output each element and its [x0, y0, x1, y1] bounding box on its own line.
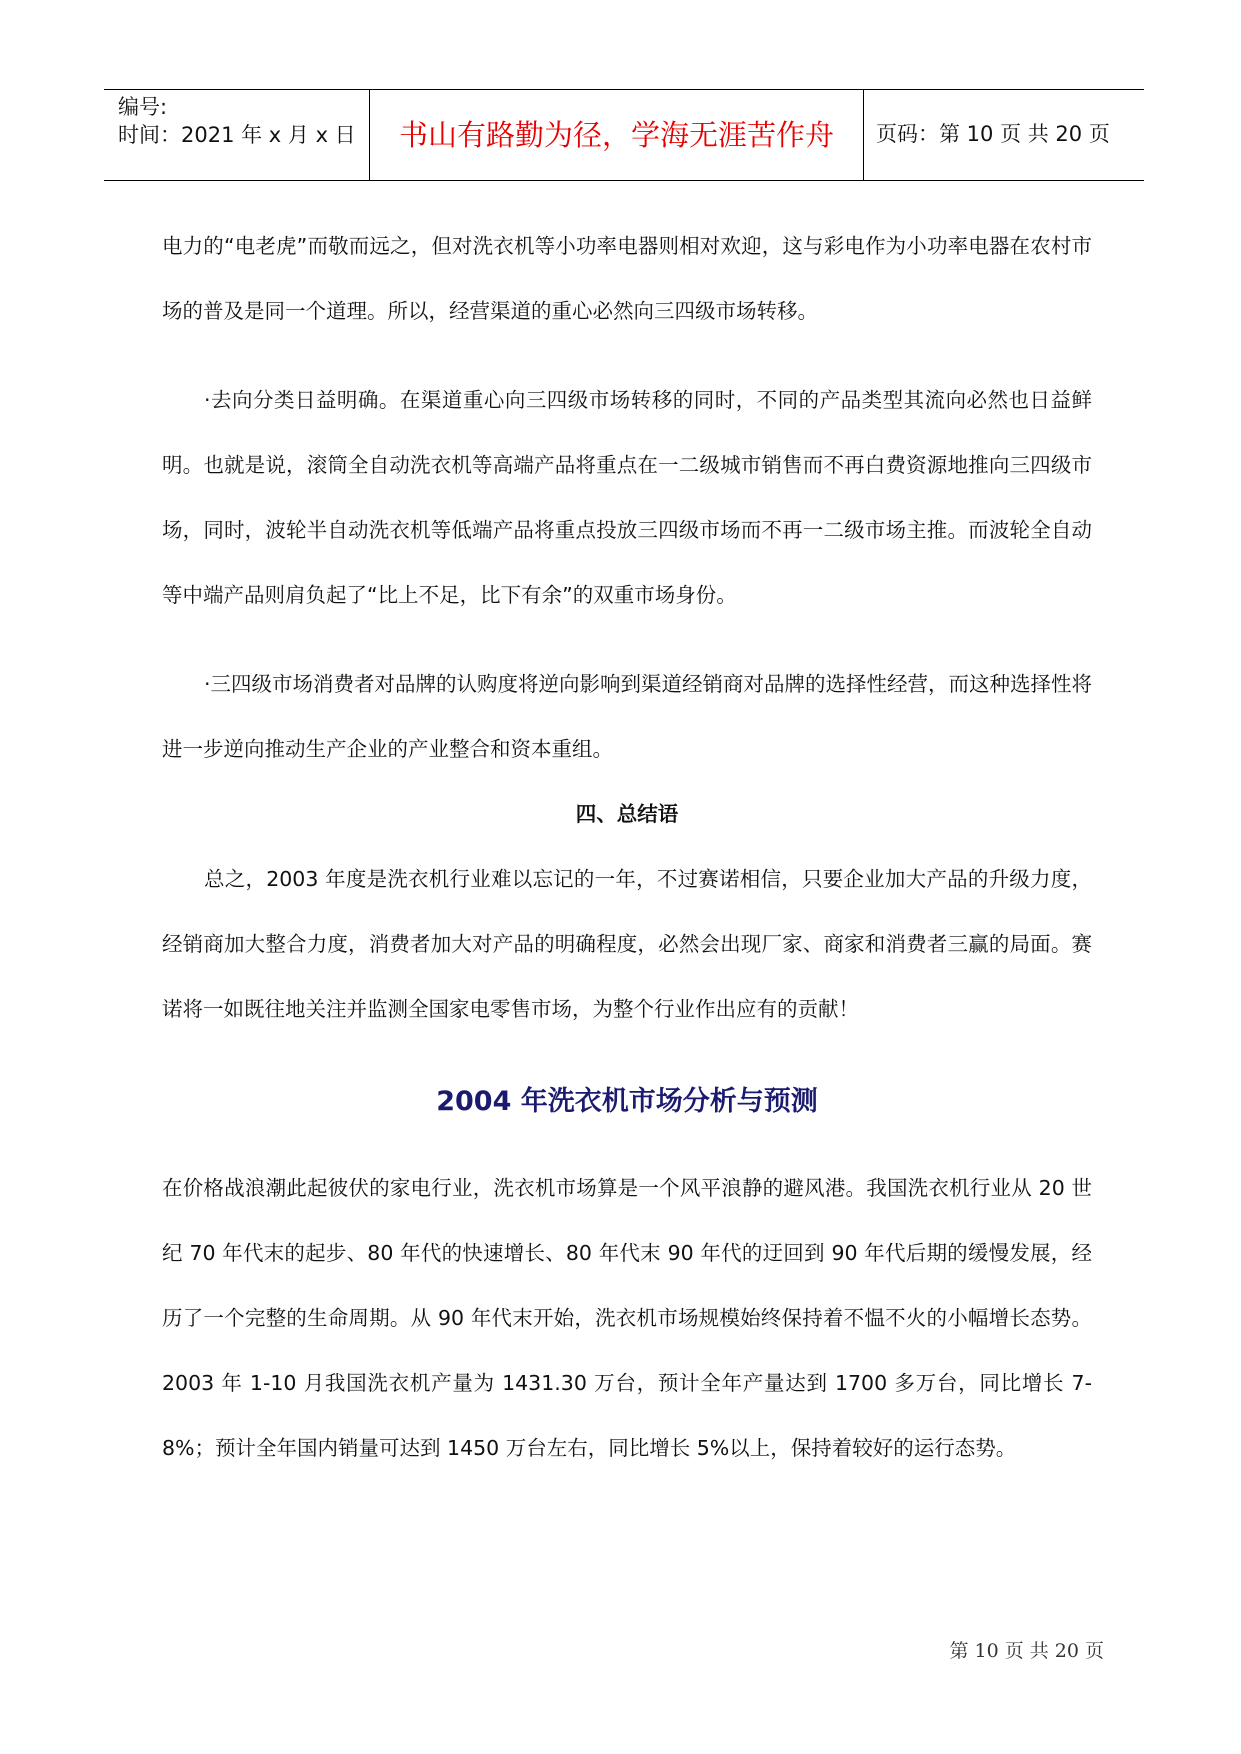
footer-page-number: 第 10 页 共 20 页	[949, 1640, 1104, 1662]
header-motto-cell	[370, 90, 864, 180]
time-label: 时间：2021 年 x 月 x 日	[118, 123, 356, 147]
serial-number-label: 编号:	[118, 95, 168, 119]
paragraph: 电力的“电老虎”而敬而远之，但对洗衣机等小功率电器则相对欢迎，这与彩电作为小功率电器在农村市场的普及是同一个道理。所以，经营渠道的重心必然向三四级市场转移。	[162, 234, 1092, 323]
paragraph: 在价格战浪潮此起彼伏的家电行业，洗衣机市场算是一个风平浪静的避风港。我国洗衣机行业从 20 世纪 70 年代末的起步、80 年代的快速增长、80 年代末 90 年代的迂回到 90 年代后期的缓慢发展，经历了一个完整的生命周期。从 90 年代末开始，洗衣机市场规模始终保持着不愠不火的小幅增长态势。2003 年 1-10 月我国洗衣机产量为 1431.30 万台，预计全年产量达到 1700 多万台，同比增长 7-8%；预计全年国内销量可达到 1450 万台左右，同比增长 5%以上，保持着较好的运行态势。	[162, 1176, 1092, 1460]
header-motto: 书山有路勤为径，学海无涯苦作舟	[398, 118, 834, 152]
header-page-number: 页码：第 10 页 共 20 页	[876, 122, 1110, 146]
section-heading: 四、总结语	[575, 802, 679, 826]
document-body	[162, 214, 1092, 1481]
page-header	[104, 89, 1144, 181]
article-title: 2004 年洗衣机市场分析与预测	[436, 1086, 818, 1117]
header-info-cell	[104, 90, 370, 180]
header-page-cell	[864, 90, 1144, 180]
paragraph: ·去向分类日益明确。在渠道重心向三四级市场转移的同时，不同的产品类型其流向必然也日益鲜明。也就是说，滚筒全自动洗衣机等高端产品将重点在一二级城市销售而不再白费资源地推向三四级市场，同时，波轮半自动洗衣机等低端产品将重点投放三四级市场而不再一二级市场主推。而波轮全自动等中端产品则肩负起了“比上不足，比下有余”的双重市场身份。	[162, 388, 1092, 607]
paragraph: 总之，2003 年度是洗衣机行业难以忘记的一年，不过赛诺相信，只要企业加大产品的升级力度，经销商加大整合力度，消费者加大对产品的明确程度，必然会出现厂家、商家和消费者三赢的局面。赛诺将一如既往地关注并监测全国家电零售市场，为整个行业作出应有的贡献！	[162, 867, 1092, 1021]
paragraph: ·三四级市场消费者对品牌的认购度将逆向影响到渠道经销商对品牌的选择性经营，而这种选择性将进一步逆向推动生产企业的产业整合和资本重组。	[162, 672, 1093, 761]
